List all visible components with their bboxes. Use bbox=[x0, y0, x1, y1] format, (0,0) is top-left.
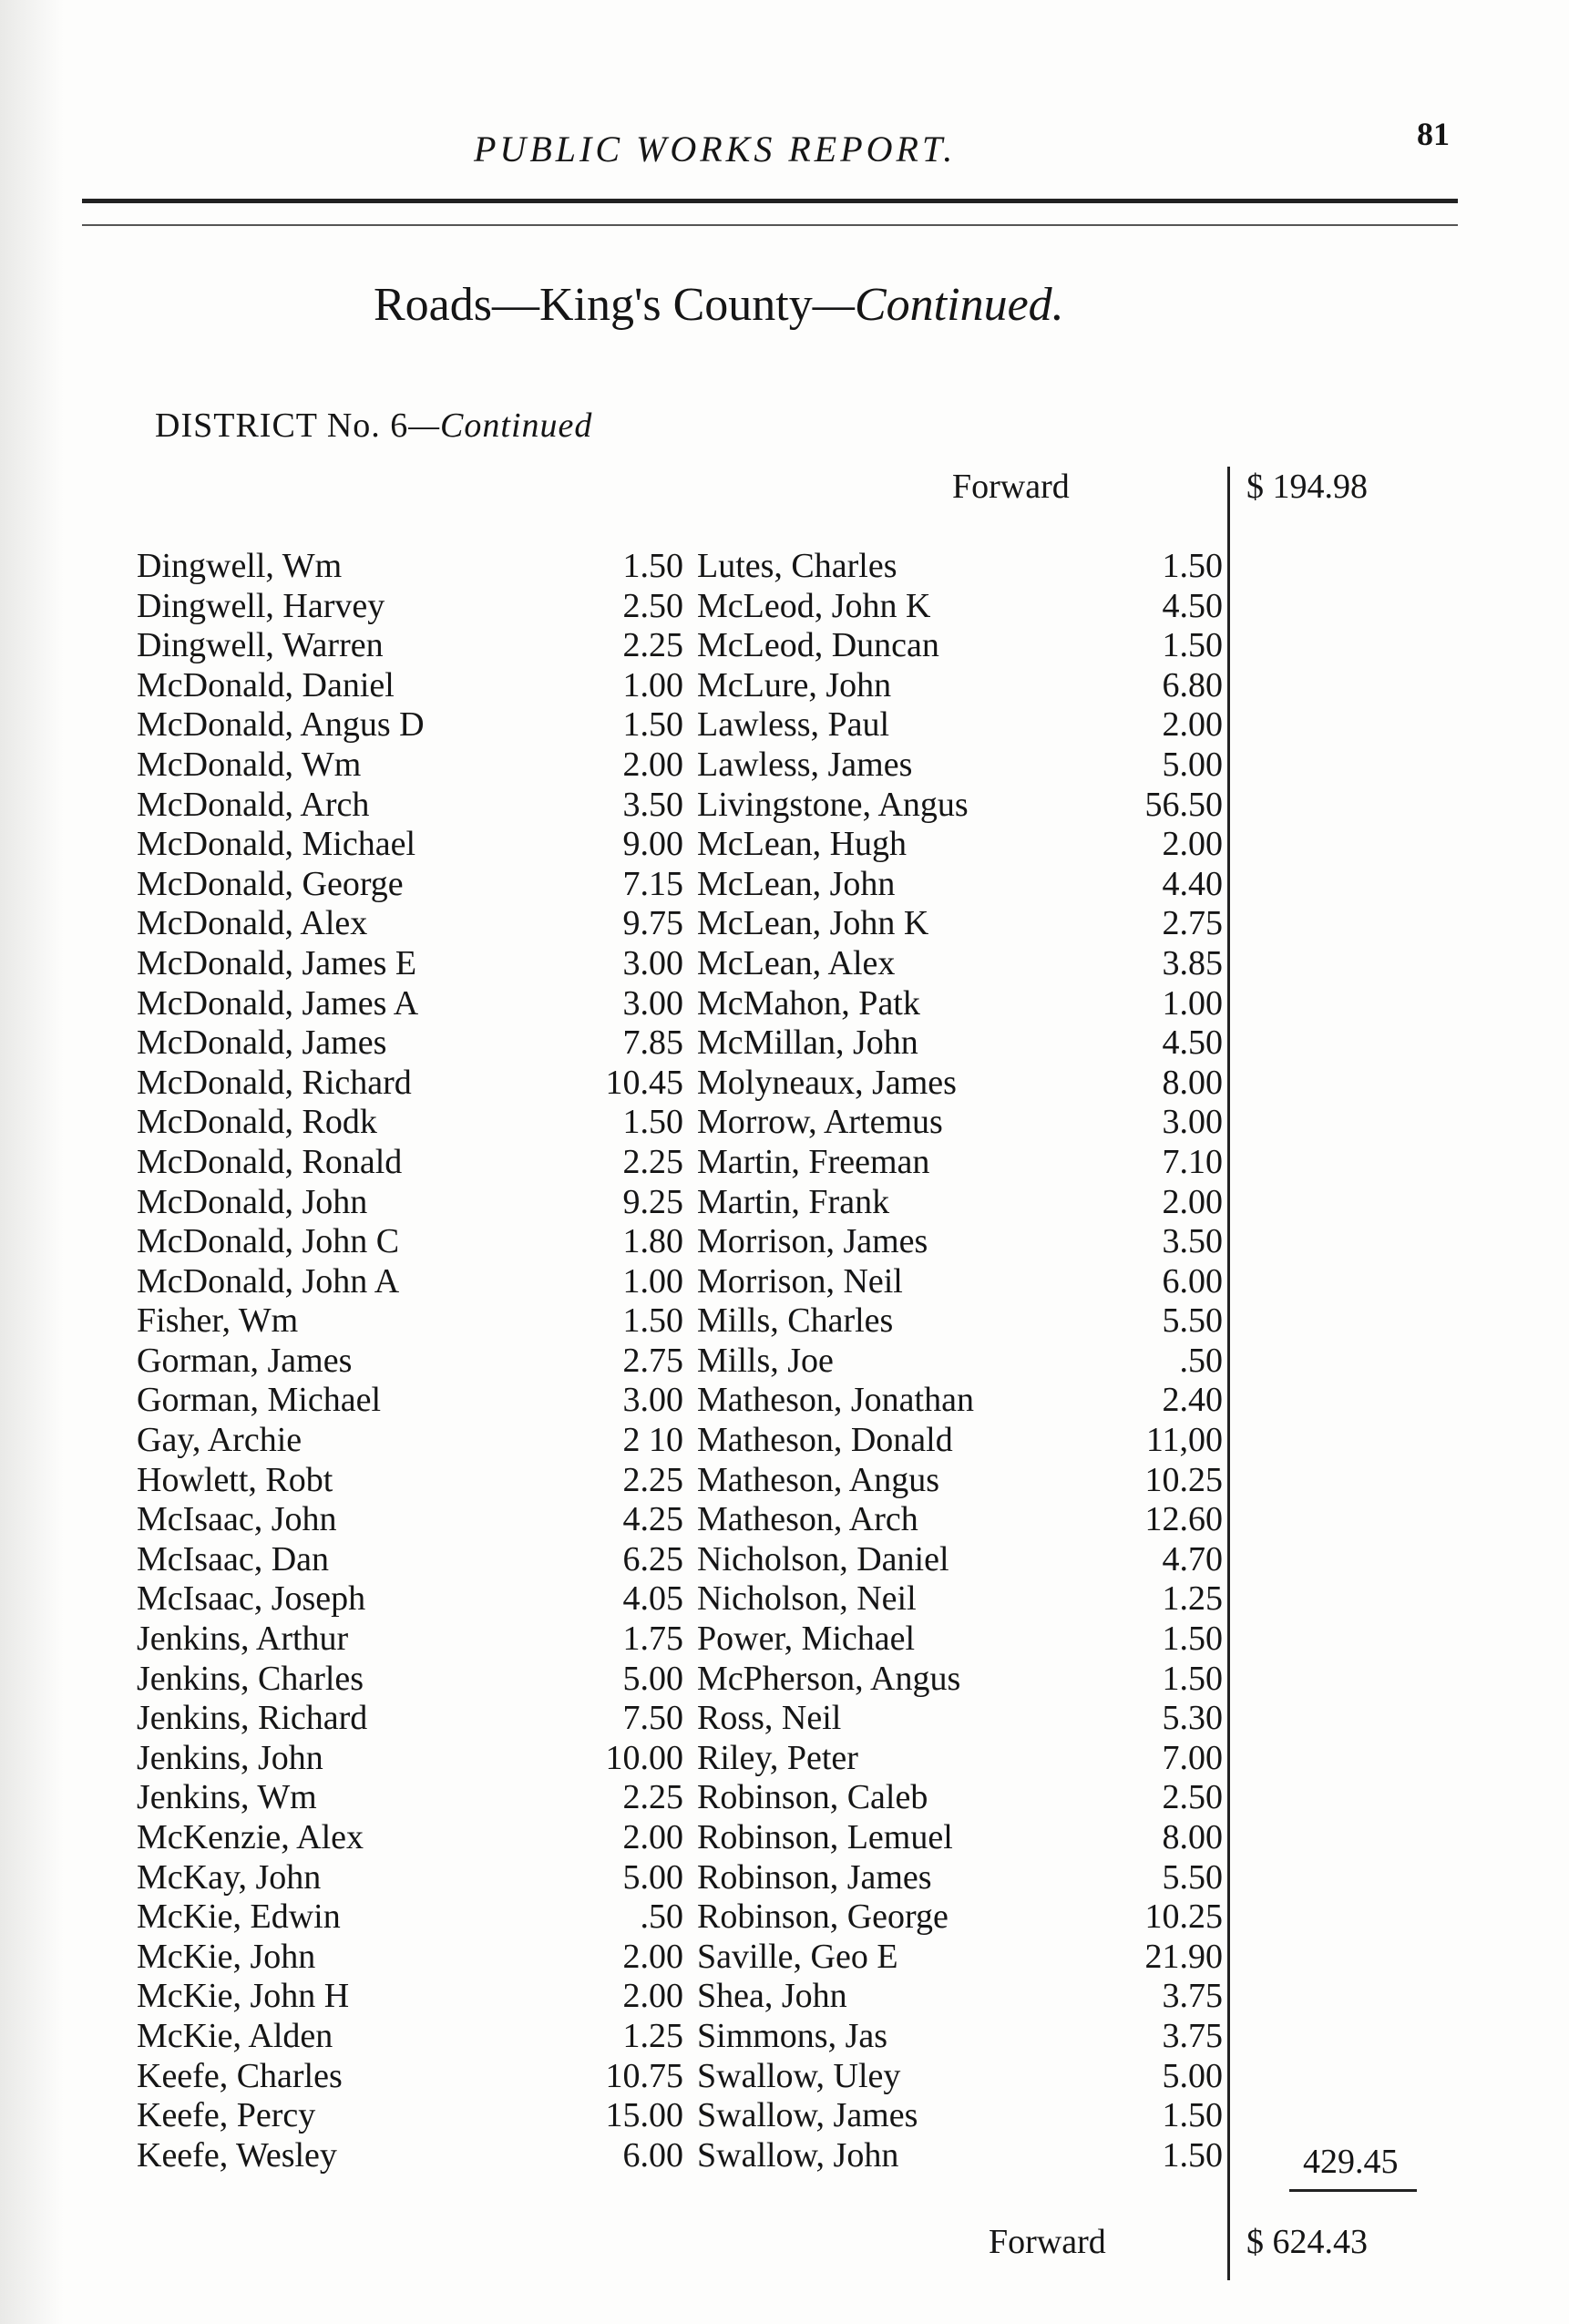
payment-amount: 2 10 bbox=[622, 1421, 683, 1460]
payment-amount: 56.50 bbox=[1144, 785, 1223, 824]
payment-amount: 2.00 bbox=[622, 1937, 683, 1976]
payee-name: Robinson, James bbox=[697, 1857, 932, 1897]
payment-amount: 3.00 bbox=[622, 983, 683, 1023]
ledger-row bbox=[697, 1183, 1239, 1223]
forward-bottom-amount: $ 624.43 bbox=[1246, 2223, 1368, 2261]
ledger-row bbox=[697, 626, 1239, 666]
ledger-row bbox=[137, 1301, 683, 1342]
ledger-column-1 bbox=[137, 547, 683, 2175]
ledger-row bbox=[137, 984, 683, 1024]
payment-amount: 8.00 bbox=[1162, 1063, 1223, 1102]
payee-name: Mills, Joe bbox=[697, 1341, 834, 1380]
payee-name: Matheson, Arch bbox=[697, 1500, 918, 1539]
payment-amount: 2.25 bbox=[622, 626, 683, 665]
payee-name: McDonald, John bbox=[137, 1182, 368, 1221]
ledger-row bbox=[137, 1699, 683, 1739]
payment-amount: 1.00 bbox=[1162, 983, 1223, 1023]
payment-amount: 1.50 bbox=[1162, 2135, 1223, 2175]
payment-amount: 2.25 bbox=[622, 1778, 683, 1817]
forward-bottom-label: Forward bbox=[989, 2223, 1106, 2261]
payment-amount: .50 bbox=[640, 1897, 683, 1937]
payee-name: McDonald, John C bbox=[137, 1222, 400, 1261]
payee-name: McDonald, James E bbox=[137, 943, 417, 982]
payment-amount: 4.05 bbox=[622, 1579, 683, 1619]
ledger-row bbox=[697, 2057, 1239, 2097]
payee-name: McLean, John K bbox=[697, 904, 929, 943]
section-title bbox=[374, 278, 1064, 332]
payee-name: Matheson, Donald bbox=[697, 1421, 953, 1460]
payment-amount: 5.00 bbox=[622, 1659, 683, 1698]
ledger-row bbox=[697, 825, 1239, 865]
payment-amount: 6.00 bbox=[622, 2135, 683, 2175]
district-subtotal: 429.45 bbox=[1303, 2143, 1399, 2181]
payee-name: Molyneaux, James bbox=[697, 1063, 957, 1102]
payment-amount: 3.85 bbox=[1162, 943, 1223, 982]
payee-name: McIsaac, Joseph bbox=[137, 1579, 366, 1619]
payment-amount: 9.75 bbox=[622, 904, 683, 943]
payment-amount: 2.75 bbox=[622, 1341, 683, 1380]
ledger-row bbox=[137, 2096, 683, 2136]
payee-name: Martin, Freeman bbox=[697, 1142, 930, 1181]
district-heading bbox=[155, 406, 592, 446]
payee-name: Jenkins, Arthur bbox=[137, 1620, 349, 1659]
ledger-row bbox=[697, 865, 1239, 905]
ledger-row bbox=[697, 944, 1239, 984]
payee-name: McLeod, Duncan bbox=[697, 626, 939, 665]
payee-name: Shea, John bbox=[697, 1977, 847, 2016]
ledger-row bbox=[137, 1739, 683, 1779]
payee-name: McDonald, Arch bbox=[137, 785, 370, 824]
payee-name: Morrow, Artemus bbox=[697, 1103, 943, 1142]
payee-name: McMahon, Patk bbox=[697, 983, 920, 1023]
ledger-row bbox=[137, 865, 683, 905]
payment-amount: 1.25 bbox=[622, 2016, 683, 2055]
ledger-row bbox=[137, 705, 683, 746]
ledger-row bbox=[137, 1143, 683, 1183]
ledger-row bbox=[137, 2057, 683, 2097]
subtotal-rule bbox=[1289, 2189, 1417, 2192]
payment-amount: 1.00 bbox=[622, 1261, 683, 1301]
ledger-row bbox=[697, 1620, 1239, 1660]
payee-name: McLean, John bbox=[697, 864, 896, 903]
payment-amount: 10.00 bbox=[605, 1738, 683, 1777]
payment-amount: 2.00 bbox=[622, 1818, 683, 1856]
ledger-row bbox=[137, 1421, 683, 1461]
ledger-row bbox=[697, 2136, 1239, 2176]
payment-amount: 10.25 bbox=[1144, 1897, 1223, 1937]
ledger-row bbox=[137, 746, 683, 786]
payment-amount: 9.25 bbox=[622, 1182, 683, 1221]
ledger-row bbox=[697, 1739, 1239, 1779]
ledger-row bbox=[137, 1977, 683, 2017]
ledger-row bbox=[137, 1262, 683, 1302]
payee-name: McDonald, John A bbox=[137, 1261, 400, 1301]
payee-name: McLean, Alex bbox=[697, 943, 896, 982]
ledger-row bbox=[697, 2017, 1239, 2057]
payee-name: Power, Michael bbox=[697, 1620, 916, 1659]
payment-amount: 3.00 bbox=[622, 943, 683, 982]
payee-name: Robinson, Lemuel bbox=[697, 1818, 953, 1856]
payee-name: Riley, Peter bbox=[697, 1738, 858, 1777]
payee-name: Gay, Archie bbox=[137, 1421, 303, 1460]
payee-name: McDonald, Michael bbox=[137, 825, 416, 864]
payee-name: Morrison, Neil bbox=[697, 1261, 903, 1301]
ledger-row bbox=[137, 1064, 683, 1104]
payment-amount: 9.00 bbox=[622, 825, 683, 864]
ledger-row bbox=[697, 1342, 1239, 1382]
ledger-row bbox=[137, 1461, 683, 1501]
payee-name: Matheson, Jonathan bbox=[697, 1381, 974, 1420]
ledger-row bbox=[697, 1143, 1239, 1183]
payee-name: McDonald, Angus D bbox=[137, 705, 425, 745]
district-label: DISTRICT No. 6 bbox=[155, 406, 409, 445]
ledger-row bbox=[137, 1660, 683, 1700]
payment-amount: 7.00 bbox=[1162, 1738, 1223, 1777]
payment-amount: 2.25 bbox=[622, 1142, 683, 1181]
ledger-row bbox=[697, 786, 1239, 826]
payee-name: McKie, John bbox=[137, 1937, 316, 1976]
payment-amount: 5.00 bbox=[1162, 2056, 1223, 2095]
payee-name: Dingwell, Wm bbox=[137, 547, 343, 585]
payee-name: Lutes, Charles bbox=[697, 547, 897, 585]
running-header-title: PUBLIC WORKS REPORT. bbox=[474, 129, 957, 170]
payment-amount: 1.50 bbox=[622, 1301, 683, 1341]
ledger-row bbox=[697, 1381, 1239, 1421]
ledger-column-2 bbox=[697, 547, 1239, 2175]
payment-amount: 3.50 bbox=[622, 785, 683, 824]
ledger-row bbox=[137, 944, 683, 984]
ledger-row bbox=[697, 1064, 1239, 1104]
payee-name: Jenkins, Charles bbox=[137, 1659, 364, 1698]
payment-amount: 2.00 bbox=[1162, 1182, 1223, 1221]
payee-name: Fisher, Wm bbox=[137, 1301, 299, 1341]
payment-amount: 1.50 bbox=[1162, 1659, 1223, 1698]
ledger-row bbox=[697, 2096, 1239, 2136]
ledger-row bbox=[697, 1103, 1239, 1143]
payment-amount: 1.50 bbox=[1162, 547, 1223, 585]
ledger-row bbox=[697, 1540, 1239, 1580]
payee-name: McKay, John bbox=[137, 1857, 322, 1897]
payment-amount: 5.50 bbox=[1162, 1301, 1223, 1341]
ledger-row bbox=[697, 1461, 1239, 1501]
payment-amount: 5.30 bbox=[1162, 1699, 1223, 1738]
ledger-row bbox=[137, 1858, 683, 1898]
payee-name: Matheson, Angus bbox=[697, 1460, 939, 1499]
ledger-row bbox=[697, 1660, 1239, 1700]
payment-amount: 12.60 bbox=[1144, 1500, 1223, 1539]
ledger-row bbox=[137, 2136, 683, 2176]
payee-name: Swallow, Uley bbox=[697, 2056, 901, 2095]
ledger-row bbox=[697, 1858, 1239, 1898]
payment-amount: 11,00 bbox=[1145, 1421, 1223, 1460]
ledger-row bbox=[697, 1579, 1239, 1620]
payee-name: McKie, John H bbox=[137, 1977, 350, 2016]
payment-amount: 4.40 bbox=[1162, 864, 1223, 903]
payment-amount: 4.50 bbox=[1162, 586, 1223, 625]
ledger-row bbox=[137, 1540, 683, 1580]
payee-name: Gorman, James bbox=[137, 1341, 353, 1380]
payee-name: Jenkins, Richard bbox=[137, 1699, 368, 1738]
payment-amount: 1.80 bbox=[622, 1222, 683, 1261]
payment-amount: 1.50 bbox=[1162, 2096, 1223, 2135]
payment-amount: 6.80 bbox=[1162, 665, 1223, 704]
ledger-row bbox=[697, 1897, 1239, 1938]
section-title-continued: —Continued. bbox=[812, 279, 1064, 331]
payee-name: Dingwell, Warren bbox=[137, 626, 384, 665]
payment-amount: 2.50 bbox=[622, 586, 683, 625]
payment-amount: 4.70 bbox=[1162, 1539, 1223, 1578]
ledger-row bbox=[697, 1500, 1239, 1540]
payee-name: Saville, Geo E bbox=[697, 1937, 898, 1976]
ledger-row bbox=[137, 786, 683, 826]
district-continued: —Continued bbox=[408, 406, 593, 445]
ledger-row bbox=[137, 1381, 683, 1421]
payee-name: Swallow, James bbox=[697, 2096, 918, 2135]
payee-name: McDonald, Wm bbox=[137, 745, 362, 784]
payee-name: Simmons, Jas bbox=[697, 2016, 888, 2055]
payee-name: Nicholson, Neil bbox=[697, 1579, 917, 1619]
ledger-row bbox=[137, 1103, 683, 1143]
ledger-row bbox=[137, 1500, 683, 1540]
payment-amount: 3.75 bbox=[1162, 2016, 1223, 2055]
ledger-row bbox=[137, 1342, 683, 1382]
payment-amount: 3.75 bbox=[1162, 1977, 1223, 2016]
payment-amount: .50 bbox=[1179, 1341, 1223, 1380]
payment-amount: 5.00 bbox=[1162, 745, 1223, 784]
ledger-row bbox=[697, 984, 1239, 1024]
ledger-row bbox=[137, 1183, 683, 1223]
payment-amount: 4.25 bbox=[622, 1500, 683, 1539]
payment-amount: 7.85 bbox=[622, 1023, 683, 1063]
ledger-row bbox=[697, 1699, 1239, 1739]
payment-amount: 1.50 bbox=[622, 547, 683, 585]
payee-name: McDonald, Ronald bbox=[137, 1142, 403, 1181]
ledger-row bbox=[697, 705, 1239, 746]
payee-name: Robinson, Caleb bbox=[697, 1778, 928, 1817]
ledger-row bbox=[697, 904, 1239, 944]
payee-name: McKie, Alden bbox=[137, 2016, 333, 2055]
payment-amount: 8.00 bbox=[1162, 1818, 1223, 1856]
payment-amount: 6.25 bbox=[622, 1539, 683, 1578]
payee-name: McLean, Hugh bbox=[697, 825, 908, 864]
payment-amount: 5.50 bbox=[1162, 1857, 1223, 1897]
payment-amount: 7.50 bbox=[622, 1699, 683, 1738]
payee-name: Dingwell, Harvey bbox=[137, 586, 385, 625]
payee-name: Ross, Neil bbox=[697, 1699, 842, 1738]
payment-amount: 5.00 bbox=[622, 1857, 683, 1897]
payee-name: McDonald, James bbox=[137, 1023, 387, 1063]
ledger-row bbox=[697, 1977, 1239, 2017]
payment-amount: 3.00 bbox=[1162, 1103, 1223, 1142]
ledger-row bbox=[137, 1778, 683, 1818]
payee-name: Keefe, Percy bbox=[137, 2096, 316, 2135]
payee-name: Keefe, Wesley bbox=[137, 2135, 337, 2175]
payment-amount: 3.00 bbox=[622, 1381, 683, 1420]
ledger-row bbox=[137, 1620, 683, 1660]
header-rule-thick bbox=[82, 199, 1458, 203]
payment-amount: 1.50 bbox=[1162, 626, 1223, 665]
ledger-row bbox=[137, 904, 683, 944]
payment-amount: 2.00 bbox=[1162, 825, 1223, 864]
payee-name: Howlett, Robt bbox=[137, 1460, 333, 1499]
payment-amount: 7.15 bbox=[622, 864, 683, 903]
ledger-row bbox=[697, 547, 1239, 587]
ledger-row bbox=[697, 1818, 1239, 1858]
ledger-row bbox=[137, 1222, 683, 1262]
payment-amount: 1.50 bbox=[622, 705, 683, 745]
payee-name: Lawless, James bbox=[697, 745, 913, 784]
ledger-row bbox=[697, 666, 1239, 706]
payment-amount: 10.75 bbox=[605, 2056, 683, 2095]
payment-amount: 4.50 bbox=[1162, 1023, 1223, 1063]
header-rule-thin bbox=[82, 224, 1458, 226]
ledger-row bbox=[697, 587, 1239, 627]
payee-name: McKie, Edwin bbox=[137, 1897, 341, 1937]
ledger-row bbox=[137, 587, 683, 627]
payment-amount: 10.45 bbox=[605, 1063, 683, 1102]
payee-name: McIsaac, Dan bbox=[137, 1539, 330, 1578]
ledger-row bbox=[697, 1301, 1239, 1342]
payee-name: McLeod, John K bbox=[697, 586, 931, 625]
ledger-row bbox=[137, 1938, 683, 1978]
ledger-row bbox=[697, 1222, 1239, 1262]
payee-name: McDonald, Daniel bbox=[137, 665, 395, 704]
page-number: 81 bbox=[1417, 116, 1450, 152]
payee-name: Morrison, James bbox=[697, 1222, 928, 1261]
payee-name: McDonald, James A bbox=[137, 983, 419, 1023]
payee-name: McPherson, Angus bbox=[697, 1659, 961, 1698]
payee-name: McIsaac, John bbox=[137, 1500, 337, 1539]
payee-name: Jenkins, John bbox=[137, 1738, 323, 1777]
ledger-row bbox=[137, 1897, 683, 1938]
payee-name: McDonald, Rodk bbox=[137, 1103, 377, 1142]
ledger-row bbox=[137, 1023, 683, 1064]
payment-amount: 6.00 bbox=[1162, 1261, 1223, 1301]
payment-amount: 2.75 bbox=[1162, 904, 1223, 943]
payment-amount: 15.00 bbox=[605, 2096, 683, 2135]
payment-amount: 1.75 bbox=[622, 1620, 683, 1659]
payment-amount: 1.00 bbox=[622, 665, 683, 704]
payment-amount: 1.50 bbox=[622, 1103, 683, 1142]
payee-name: McMillan, John bbox=[697, 1023, 918, 1063]
payee-name: Nicholson, Daniel bbox=[697, 1539, 949, 1578]
payee-name: McDonald, George bbox=[137, 864, 404, 903]
payee-name: Swallow, John bbox=[697, 2135, 899, 2175]
payee-name: Livingstone, Angus bbox=[697, 785, 969, 824]
ledger-row bbox=[137, 666, 683, 706]
ledger-row bbox=[697, 746, 1239, 786]
payee-name: Lawless, Paul bbox=[697, 705, 890, 745]
payee-name: McDonald, Richard bbox=[137, 1063, 412, 1102]
payment-amount: 2.00 bbox=[622, 745, 683, 784]
ledger-row bbox=[137, 626, 683, 666]
ledger-row bbox=[137, 2017, 683, 2057]
payee-name: Robinson, George bbox=[697, 1897, 949, 1937]
payment-amount: 1.25 bbox=[1162, 1579, 1223, 1619]
payment-amount: 2.25 bbox=[622, 1460, 683, 1499]
ledger-row bbox=[137, 825, 683, 865]
ledger-row bbox=[137, 547, 683, 587]
payee-name: McKenzie, Alex bbox=[137, 1818, 364, 1856]
ledger-row bbox=[697, 1938, 1239, 1978]
payee-name: Keefe, Charles bbox=[137, 2056, 343, 2095]
payment-amount: 7.10 bbox=[1162, 1142, 1223, 1181]
ledger-row bbox=[697, 1262, 1239, 1302]
payee-name: Jenkins, Wm bbox=[137, 1778, 317, 1817]
payee-name: Martin, Frank bbox=[697, 1182, 890, 1221]
ledger-row bbox=[137, 1818, 683, 1858]
forward-top-amount: $ 194.98 bbox=[1246, 468, 1368, 506]
payee-name: McDonald, Alex bbox=[137, 904, 368, 943]
payment-amount: 3.50 bbox=[1162, 1222, 1223, 1261]
page-edge-shadow bbox=[0, 0, 64, 2324]
payment-amount: 2.50 bbox=[1162, 1778, 1223, 1817]
payment-amount: 1.50 bbox=[1162, 1620, 1223, 1659]
payment-amount: 2.00 bbox=[622, 1977, 683, 2016]
ledger-row bbox=[697, 1421, 1239, 1461]
section-title-main: Roads—King's County bbox=[374, 279, 813, 331]
payment-amount: 10.25 bbox=[1144, 1460, 1223, 1499]
ledger-row bbox=[697, 1023, 1239, 1064]
forward-top-label: Forward bbox=[952, 468, 1070, 506]
payment-amount: 2.40 bbox=[1162, 1381, 1223, 1420]
payment-amount: 21.90 bbox=[1144, 1937, 1223, 1976]
ledger-row bbox=[137, 1579, 683, 1620]
payee-name: McLure, John bbox=[697, 665, 892, 704]
ledger-row bbox=[697, 1778, 1239, 1818]
payment-amount: 2.00 bbox=[1162, 705, 1223, 745]
payee-name: Gorman, Michael bbox=[137, 1381, 382, 1420]
payee-name: Mills, Charles bbox=[697, 1301, 894, 1341]
